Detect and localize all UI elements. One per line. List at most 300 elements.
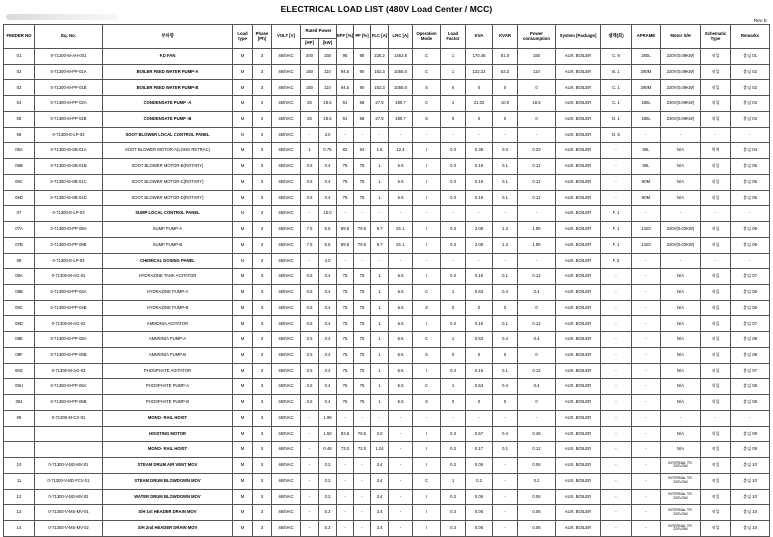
system-cell: AUX. BOILER [556,489,601,505]
kva-cell: - [466,206,493,222]
volt-cell: 460VAC [272,143,301,159]
eq-no-cell: 0-71300-M-PP-05A [35,332,103,348]
kvar-cell: 0 [493,111,518,127]
phase-cell: 3 [253,269,272,285]
kva-cell: 0 [466,347,493,363]
volt-cell: 460VAC [272,332,301,348]
power-consumption-cell: 110 [518,64,556,80]
schematic-type-cell: - [701,127,731,143]
phase-cell: 3 [253,300,272,316]
table-row [4,159,770,175]
phase-cell: 3 [253,190,272,206]
kva-cell: 0.16 [466,269,493,285]
description-cell: STEAM DRUM BLOWDOWN MOV [103,473,233,489]
power-consumption-cell: 0.06 [518,505,556,521]
eff-cell: 91 [337,111,354,127]
load-type-cell: M [233,159,253,175]
phase-cell: 3 [253,96,272,112]
motor-sh-cell: - [661,127,701,143]
kor-col-cell: - [601,395,632,411]
aframe-cell: - [632,269,661,285]
kvar-cell: 0 [493,300,518,316]
operation-mode-cell: - [413,127,441,143]
load-factor-cell: 0.3 [441,363,466,379]
load-list-body [4,49,770,537]
header-feeder-no: FEEDER NO [4,25,35,49]
feeder-no-cell: 08D [4,316,35,332]
description-cell: PHOSPHATE AGITATOR [103,363,233,379]
description-cell: HYDRAZINE PUMP-A [103,285,233,301]
phase-cell: 3 [253,111,272,127]
table-row [4,190,770,206]
power-consumption-cell: 0 [518,347,556,363]
aframe-cell: 180L [632,96,661,112]
remarks-cell: 붙임 10 [731,505,770,521]
operation-mode-cell: S [413,395,441,411]
description-cell: PHOSPHATE PUMP-A [103,379,233,395]
schematic-type-cell: - [701,410,731,426]
aframe-cell: - [632,363,661,379]
kw-cell: 0.2 [319,473,337,489]
kor-col-cell: - [601,316,632,332]
flc-cell: 1 [371,159,389,175]
system-cell: AUX. BOILER [556,285,601,301]
table-row [4,127,770,143]
aframe-cell: - [632,410,661,426]
load-type-cell: M [233,190,253,206]
flc-cell: 3.4 [371,489,389,505]
lrc-cell: - [389,426,413,442]
eff-cell: 75 [337,174,354,190]
remarks-cell: 붙임 05 [731,174,770,190]
kw-cell: 5.5 [319,222,337,238]
operation-mode-cell: I [413,426,441,442]
flc-cell: 9.7 [371,222,389,238]
lrc-cell: 1463.8 [389,49,413,65]
schematic-type-cell: 직입 [701,426,731,442]
schematic-type-cell: 직입 [701,111,731,127]
operation-mode-cell: C [413,285,441,301]
operation-mode-cell: I [413,442,441,458]
aframe-cell: 132S [632,222,661,238]
eff-cell: 89.5 [337,222,354,238]
hp-cell: 0.5 [301,285,319,301]
operation-mode-cell: I [413,222,441,238]
kor-col-cell: - [601,285,632,301]
remarks-cell: 붙임 09 [731,442,770,458]
system-cell: AUX. BOILER [556,64,601,80]
kvar-cell: 1.3 [493,222,518,238]
aframe-cell: - [632,426,661,442]
kor-col-cell: F. 1 [601,222,632,238]
operation-mode-cell: C [413,332,441,348]
schematic-type-cell: 직입 [701,49,731,65]
header-motor-sh: Motor S/H [661,25,701,49]
eq-no-cell: 0-71300-M-SB-01D [35,190,103,206]
motor-sh-cell: INTERNAL TR. 220V,5W [661,521,701,537]
load-type-cell: M [233,64,253,80]
pf-cell: 75 [354,159,371,175]
flc-cell: - [371,253,389,269]
kw-cell: 5.5 [319,237,337,253]
kvar-cell: 10.0 [493,96,518,112]
lrc-cell: 1055.0 [389,64,413,80]
operation-mode-cell: S [413,111,441,127]
pf-cell: - [354,489,371,505]
kvar-cell: - [493,206,518,222]
kor-col-cell: - [601,174,632,190]
remarks-cell: 붙임 02 [731,80,770,96]
kva-cell: 0.16 [466,159,493,175]
operation-mode-cell: - [413,206,441,222]
feeder-no-cell: 06C [4,174,35,190]
flc-cell: 1 [371,347,389,363]
table-row [4,410,770,426]
schematic-type-cell: 직입 [701,473,731,489]
feeder-no-cell: 08H [4,379,35,395]
hp-cell: - [301,206,319,222]
kva-cell: 0.17 [466,442,493,458]
table-row [4,300,770,316]
operation-mode-cell: - [413,253,441,269]
kw-cell: 0.4 [319,174,337,190]
remarks-cell: 붙임 07 [731,316,770,332]
hp-cell: 0.5 [301,379,319,395]
eq-no-cell: 0-71300-M-CX-01 [35,410,103,426]
load-factor-cell: 1 [441,96,466,112]
eq-no-cell: 0-71300-V-BD-MV-01 [35,458,103,474]
table-row [4,269,770,285]
kva-cell: 0 [466,395,493,411]
feeder-no-cell: 07A [4,222,35,238]
eff-cell: 75 [337,159,354,175]
kw-cell: 0.2 [319,458,337,474]
description-cell: SOOT BLOWER MOTOR-C(ROTARY) [103,174,233,190]
hp-cell: 150 [301,80,319,96]
description-cell: SOOT BLOWER MOTOR-A(LONG RETRAC) [103,143,233,159]
load-type-cell: M [233,80,253,96]
kva-cell: 21.02 [466,96,493,112]
eff-cell: - [337,458,354,474]
flc-cell: 1 [371,190,389,206]
feeder-no-cell: 02 [4,64,35,80]
kvar-cell: 53.3 [493,64,518,80]
schematic-type-cell: 직입 [701,64,731,80]
revision-label: Rev. E [753,18,767,23]
kor-col-cell: B. 1 [601,64,632,80]
phase-cell: 3 [253,442,272,458]
phase-cell: 3 [253,159,272,175]
lrc-cell: - [389,521,413,537]
kw-cell: 0.4 [319,316,337,332]
volt-cell: 460VAC [272,127,301,143]
load-type-cell: M [233,143,253,159]
remarks-cell: 붙임 08 [731,379,770,395]
load-factor-cell: 0.3 [441,505,466,521]
kor-col-cell: D. 1 [601,111,632,127]
system-cell: AUX. BOILER [556,332,601,348]
eff-cell: 75 [337,363,354,379]
kvar-cell: 0.1 [493,363,518,379]
feeder-no-cell: 08B [4,285,35,301]
table-row [4,426,770,442]
load-type-cell: M [233,300,253,316]
aframe-cell: - [632,521,661,537]
lrc-cell: 6.5 [389,174,413,190]
schematic-type-cell: 직입 [701,521,731,537]
aframe-cell: - [632,395,661,411]
load-factor-cell: 0.3 [441,237,466,253]
description-cell: BOILER FEED WATER PUMP-A [103,64,233,80]
power-consumption-cell: 0.4 [518,285,556,301]
power-consumption-cell: 150 [518,49,556,65]
lrc-cell: - [389,473,413,489]
operation-mode-cell: S [413,347,441,363]
load-type-cell: M [233,111,253,127]
system-cell: AUX. BOILER [556,222,601,238]
feeder-no-cell: 08A [4,269,35,285]
header-volt: VOLT [V] [272,25,301,49]
load-factor-cell: - [441,127,466,143]
description-cell: SUMP PUMP-B [103,237,233,253]
volt-cell: 460VAC [272,159,301,175]
flc-cell: 1 [371,285,389,301]
load-factor-cell: - [441,206,466,222]
eff-cell: 75 [337,269,354,285]
lrc-cell: 6.5 [389,363,413,379]
power-consumption-cell: 0 [518,300,556,316]
hp-cell: - [301,253,319,269]
system-cell: AUX. BOILER [556,253,601,269]
table-row [4,379,770,395]
kw-cell: 3.0 [319,127,337,143]
kw-cell: 0.4 [319,363,337,379]
eq-no-cell: 0-71300-M-PP-06A [35,379,103,395]
remarks-cell: 붙임 02 [731,64,770,80]
load-factor-cell: 0 [441,395,466,411]
schematic-type-cell: 직입 [701,285,731,301]
eq-no-cell: 0-71300-V-MS-MV-01 [35,505,103,521]
kva-cell: - [466,410,493,426]
load-type-cell: M [233,237,253,253]
header-pf: PF [%] [354,25,371,49]
eq-no-cell: 0-71300-M-AG-01 [35,269,103,285]
lrc-cell: - [389,253,413,269]
kvar-cell: 0.4 [493,332,518,348]
description-cell: CONDENSATE PUMP -B [103,111,233,127]
feeder-no-cell: 06A [4,143,35,159]
table-row [4,96,770,112]
schematic-type-cell: - [701,206,731,222]
system-cell: AUX. BOILER [556,159,601,175]
header-load-type: Load type [233,25,253,49]
remarks-cell: - [731,127,770,143]
system-cell: AUX. BOILER [556,379,601,395]
system-cell: AUX. BOILER [556,190,601,206]
header-rated-power: Rated Power [301,25,337,39]
system-cell: AUX. BOILER [556,127,601,143]
aframe-cell: - [632,473,661,489]
pf-cell: 90 [354,80,371,96]
aframe-cell: - [632,285,661,301]
aframe-cell: - [632,379,661,395]
phase-cell: 3 [253,395,272,411]
load-type-cell: M [233,363,253,379]
description-cell: SUMP LOCAL CONTROL PANEL [103,206,233,222]
hp-cell: 25 [301,111,319,127]
operation-mode-cell: I [413,269,441,285]
motor-sh-cell: N/A [661,316,701,332]
hp-cell: - [301,442,319,458]
kw-cell: 0.75 [319,143,337,159]
kor-col-cell: - [601,473,632,489]
schematic-type-cell: 직입 [701,300,731,316]
kvar-cell: - [493,458,518,474]
aframe-cell: - [632,505,661,521]
header-description: 부하명 [103,25,233,49]
eq-no-cell [35,442,103,458]
volt-cell: 460VAC [272,96,301,112]
feeder-no-cell: 06 [4,127,35,143]
system-cell: AUX. BOILER [556,174,601,190]
lrc-cell: 180.7 [389,111,413,127]
kva-cell: 0.35 [466,143,493,159]
header-kw: [kW] [319,39,337,49]
schematic-type-cell: 직입 [701,237,731,253]
kva-cell: 0.06 [466,458,493,474]
kw-cell: 0.4 [319,269,337,285]
aframe-cell: 90L [632,143,661,159]
pf-cell: 79.5 [354,237,371,253]
aframe-cell: - [632,127,661,143]
flc-cell: 1 [371,363,389,379]
remarks-cell: 붙임 08 [731,395,770,411]
kva-cell: 0 [466,111,493,127]
system-cell: AUX. BOILER [556,347,601,363]
motor-sh-cell: N/A [661,190,701,206]
volt-cell: 460VAC [272,190,301,206]
kva-cell: 122.22 [466,64,493,80]
aframe-cell: - [632,458,661,474]
eq-no-cell: 0-71300-E-LP-02 [35,127,103,143]
load-type-cell: M [233,442,253,458]
kvar-cell: - [493,521,518,537]
schematic-type-cell: 직입 [701,269,731,285]
hp-cell: 0.5 [301,269,319,285]
power-consumption-cell: 0.06 [518,521,556,537]
flc-cell: 1 [371,174,389,190]
eff-cell: 75 [337,379,354,395]
pf-cell: 75 [354,363,371,379]
motor-sh-cell: N/A [661,363,701,379]
redacted-header-text [6,14,118,20]
table-row [4,363,770,379]
pf-cell: 75 [354,190,371,206]
remarks-cell: - [731,410,770,426]
kva-cell: 2.08 [466,237,493,253]
kva-cell: 0.53 [466,332,493,348]
operation-mode-cell: C [413,473,441,489]
header-eff: EFF [%] [337,25,354,49]
hp-cell: 0.5 [301,316,319,332]
kw-cell: 110 [319,64,337,80]
operation-mode-cell: I [413,521,441,537]
system-cell: AUX. BOILER [556,426,601,442]
hp-cell: 200 [301,49,319,65]
flc-cell: 3.4 [371,473,389,489]
description-cell: HYDRAZINE PUMP-B [103,300,233,316]
feeder-no-cell: 14 [4,521,35,537]
pf-cell: 64 [354,143,371,159]
system-cell: AUX. BOILER [556,237,601,253]
pf-cell: 75 [354,347,371,363]
kvar-cell: 0.1 [493,190,518,206]
description-cell: HOISTING MOTOR [103,426,233,442]
header-schematic-type: Schematic Type [701,25,731,49]
load-type-cell: M [233,347,253,363]
hp-cell: - [301,473,319,489]
aframe-cell: - [632,300,661,316]
pf-cell: 75 [354,379,371,395]
schematic-type-cell: 직입 [701,222,731,238]
lrc-cell: 180.7 [389,96,413,112]
kvar-cell: - [493,410,518,426]
kw-cell: 0.48 [319,442,337,458]
feeder-no-cell: 13 [4,505,35,521]
kw-cell: 15.0 [319,206,337,222]
volt-cell: 460VAC [272,521,301,537]
phase-cell: 3 [253,410,272,426]
volt-cell: 460VAC [272,174,301,190]
operation-mode-cell: I [413,237,441,253]
pf-cell: - [354,505,371,521]
pf-cell: 90 [354,64,371,80]
kor-col-cell: - [601,379,632,395]
pf-cell: - [354,127,371,143]
system-cell: AUX. BOILER [556,521,601,537]
motor-sh-cell: N/A [661,285,701,301]
header-kvar: KVAR [493,25,518,49]
kvar-cell: 0.3 [493,143,518,159]
load-type-cell: N [233,127,253,143]
volt-cell: 460VAC [272,379,301,395]
schematic-type-cell: 직입 [701,458,731,474]
description-cell: CONDENSATE PUMP -A [103,96,233,112]
description-cell: PHOSPHATE PUMP-B [103,395,233,411]
lrc-cell: 6.5 [389,379,413,395]
flc-cell: 1 [371,395,389,411]
power-consumption-cell: 0 [518,111,556,127]
eff-cell: 91 [337,96,354,112]
kw-cell: 0.4 [319,347,337,363]
lrc-cell: 6.5 [389,269,413,285]
eq-no-cell [35,426,103,442]
lrc-cell: - [389,442,413,458]
load-type-cell: M [233,410,253,426]
kvar-cell: 0.4 [493,426,518,442]
power-consumption-cell: 18.5 [518,96,556,112]
load-factor-cell: 0.3 [441,521,466,537]
phase-cell: 3 [253,363,272,379]
pf-cell: 88 [354,111,371,127]
feeder-no-cell: 06B [4,159,35,175]
motor-sh-cell: 220V(0.09KW) [661,49,701,65]
kor-col-cell: C. 1 [601,96,632,112]
volt-cell: 460VAC [272,347,301,363]
eff-cell: 75 [337,395,354,411]
hp-cell: - [301,521,319,537]
flc-cell: 3.4 [371,458,389,474]
